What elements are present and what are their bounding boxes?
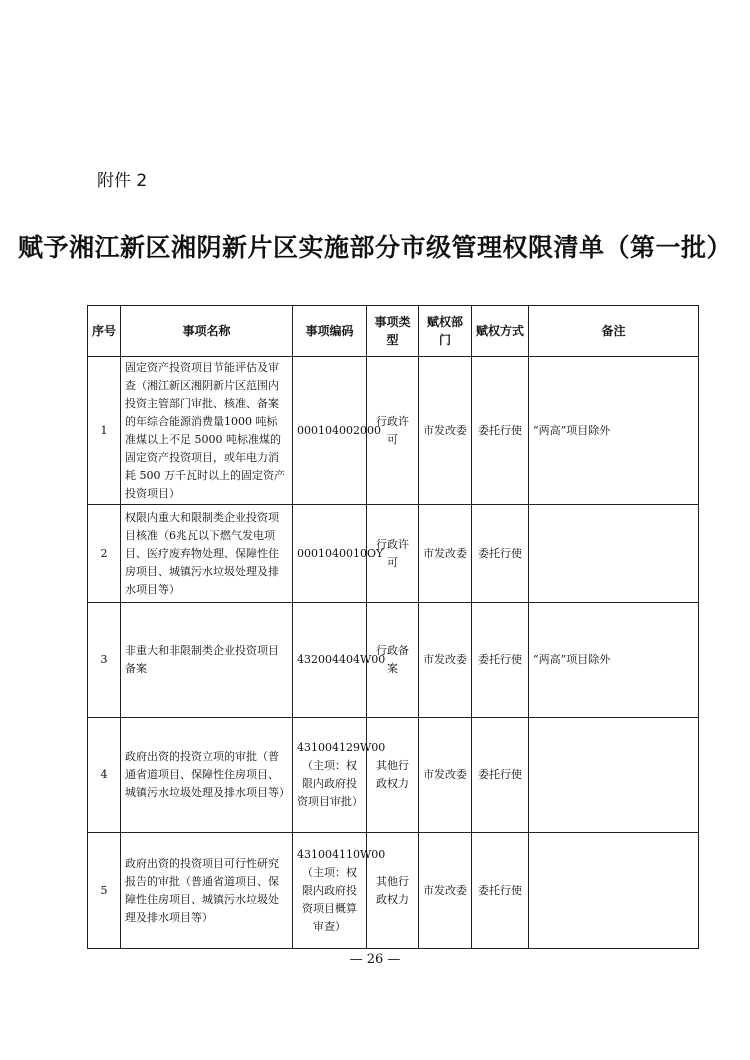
table-row xyxy=(88,833,699,949)
table-row xyxy=(88,505,699,603)
row-note: “两高”项目除外 xyxy=(529,603,699,718)
row-method: 委托行使 xyxy=(472,505,529,603)
page-number: — 26 — xyxy=(349,952,401,967)
row-note xyxy=(529,833,699,949)
attachment-label: 附件 2 xyxy=(97,171,148,191)
table-header-row xyxy=(88,306,699,357)
row-item-code: 432004404W00 xyxy=(293,603,367,718)
header-note: 备注 xyxy=(529,306,699,357)
header-no: 序号 xyxy=(88,306,121,357)
header-item-name: 事项名称 xyxy=(121,306,293,357)
row-method: 委托行使 xyxy=(472,718,529,833)
row-no: 3 xyxy=(88,603,121,718)
document-title: 赋予湘江新区湘阴新片区实施部分市级管理权限清单（第一批） xyxy=(17,233,732,262)
row-no: 2 xyxy=(88,505,121,603)
row-department: 市发改委 xyxy=(419,603,472,718)
row-item-type: 行政许可 xyxy=(367,357,419,505)
row-department: 市发改委 xyxy=(419,357,472,505)
row-department: 市发改委 xyxy=(419,833,472,949)
row-item-type: 其他行政权力 xyxy=(367,718,419,833)
row-item-name: 政府出资的投资立项的审批（普通省道项目、保障性住房项目、城镇污水垃圾处理及排水项目等） xyxy=(121,718,293,833)
header-department: 赋权部门 xyxy=(419,306,472,357)
row-no: 5 xyxy=(88,833,121,949)
row-item-type: 其他行政权力 xyxy=(367,833,419,949)
row-note: “两高”项目除外 xyxy=(529,357,699,505)
row-method: 委托行使 xyxy=(472,833,529,949)
row-no: 1 xyxy=(88,357,121,505)
table-row xyxy=(88,603,699,718)
row-method: 委托行使 xyxy=(472,603,529,718)
row-department: 市发改委 xyxy=(419,505,472,603)
row-note xyxy=(529,505,699,603)
row-item-code: 431004129W00（主项：权限内政府投资项目审批） xyxy=(293,718,367,833)
header-method: 赋权方式 xyxy=(472,306,529,357)
header-item-type: 事项类型 xyxy=(367,306,419,357)
row-item-name: 固定资产投资项目节能评估及审查（湘江新区湘阴新片区范围内投资主管部门审批、核准、备案的年综合能源消费量1000 吨标准煤以上不足 5000 吨标准煤的固定资产投资项目，或年电力消耗 500 万千瓦时以上的固定资产投资项目） xyxy=(121,357,293,505)
row-item-type: 行政备案 xyxy=(367,603,419,718)
row-item-code: 0001040010OY xyxy=(293,505,367,603)
row-item-name: 政府出资的投资项目可行性研究报告的审批（普通省道项目、保障性住房项目、城镇污水垃圾处理及排水项目等） xyxy=(121,833,293,949)
row-department: 市发改委 xyxy=(419,718,472,833)
authority-list-table xyxy=(87,305,699,949)
row-item-code: 000104002000 xyxy=(293,357,367,505)
row-item-type: 行政许可 xyxy=(367,505,419,603)
row-item-name: 权限内重大和限制类企业投资项目核准（6兆瓦以下燃气发电项目、医疗废弃物处理、保障性住房项目、城镇污水垃圾处理及排水项目等） xyxy=(121,505,293,603)
header-item-code: 事项编码 xyxy=(293,306,367,357)
table-row xyxy=(88,718,699,833)
row-method: 委托行使 xyxy=(472,357,529,505)
row-no: 4 xyxy=(88,718,121,833)
row-note xyxy=(529,718,699,833)
table-row xyxy=(88,357,699,505)
row-item-name: 非重大和非限制类企业投资项目备案 xyxy=(121,603,293,718)
row-item-code: 431004110W00（主项：权限内政府投资项目概算审查） xyxy=(293,833,367,949)
